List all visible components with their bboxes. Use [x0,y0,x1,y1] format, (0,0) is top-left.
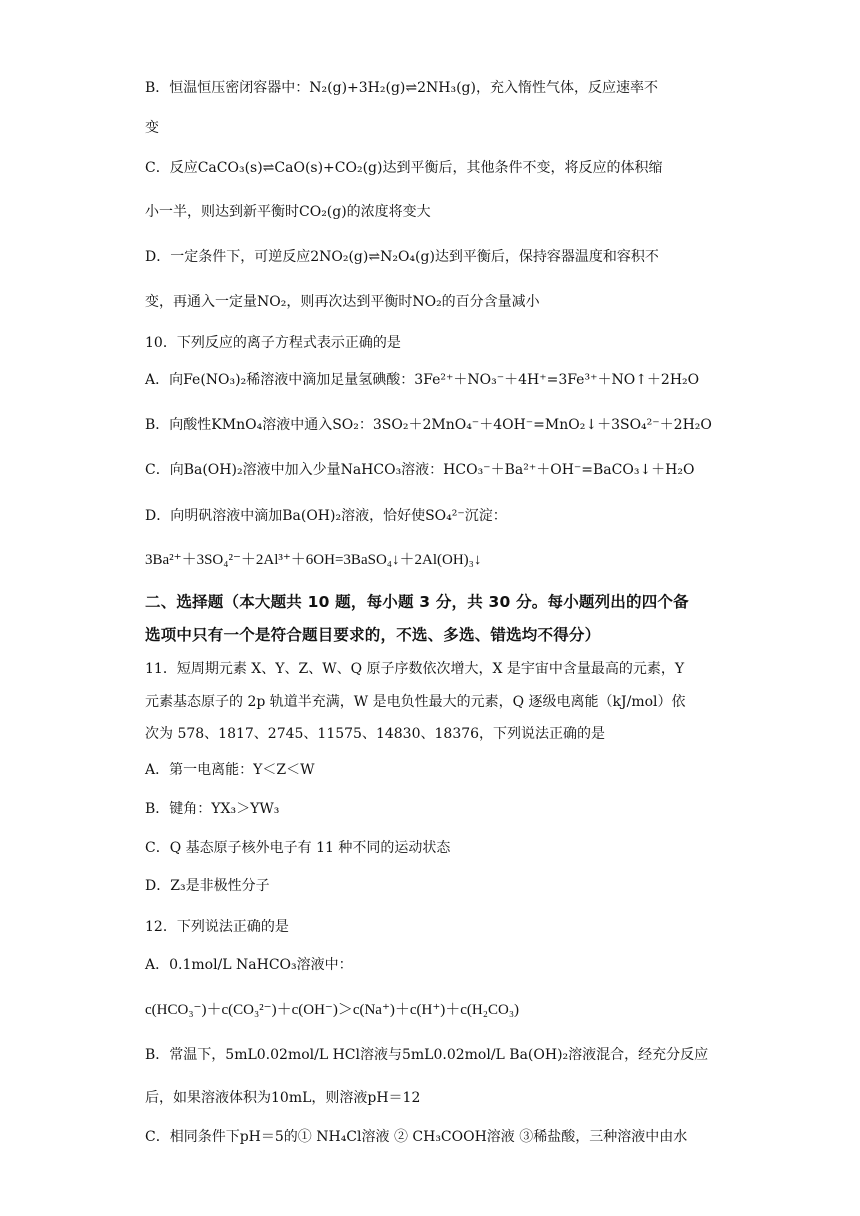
option-9c-line-2: 小一半，则达到新平衡时CO₂(g)的浓度将变大 [145,204,431,220]
question-11-stem-line-2: 元素基态原子的 2p 轨道半充满，W 是电负性最大的元素，Q 逐级电离能（kJ/mol）依 [145,694,686,710]
section-2-heading-line-1: 二、选择题（本大题共 10 题，每小题 3 分，共 30 分。每小题列出的四个备 [145,593,689,611]
option-9b-line-2: 变 [145,120,159,136]
option-12a-inequality: c(HCO₃⁻)＋c(CO₃²⁻)＋c(OH⁻)＞c(Na⁺)＋c(H⁺)＋c(H₂CO₃) [145,1002,520,1018]
option-11a: A．第一电离能：Y＜Z＜W [145,762,315,778]
option-11c: C．Q 基态原子核外电子有 11 种不同的运动状态 [145,840,451,856]
option-10a: A．向Fe(NO₃)₂稀溶液中滴加足量氢碘酸：3Fe²⁺＋NO₃⁻＋4H⁺=3Fe³⁺＋NO↑＋2H₂O [145,372,700,388]
option-10c: C．向Ba(OH)₂溶液中加入少量NaHCO₃溶液：HCO₃⁻＋Ba²⁺＋OH⁻=BaCO₃↓＋H₂O [145,462,695,478]
option-10d-line-1: D．向明矾溶液中滴加Ba(OH)₂溶液，恰好使SO₄²⁻沉淀： [145,508,507,524]
option-12a-line-1: A．0.1mol/L NaHCO₃溶液中： [145,957,353,973]
question-12-stem: 12．下列说法正确的是 [145,919,289,935]
option-12b-line-1: B．常温下，5mL0.02mol/L HCl溶液与5mL0.02mol/L Ba(OH)₂溶液混合，经充分反应 [145,1047,709,1063]
option-9b-line-1: B．恒温恒压密闭容器中：N₂(g)+3H₂(g)⇌2NH₃(g)，充入惰性气体，反应速率不 [145,80,658,96]
option-12c-line-1: C．相同条件下pH＝5的① NH₄Cl溶液 ② CH₃COOH溶液 ③稀盐酸，三种溶液中由水 [145,1129,688,1145]
question-10-stem: 10．下列反应的离子方程式表示正确的是 [145,335,401,351]
option-11d: D．Z₃是非极性分子 [145,878,270,894]
option-9c-line-1: C．反应CaCO₃(s)⇌CaO(s)+CO₂(g)达到平衡后，其他条件不变，将反应的体积缩 [145,160,663,176]
question-11-stem-line-3: 次为 578、1817、2745、11575、14830、18376，下列说法正确的是 [145,726,606,742]
option-11b: B．键角：YX₃＞YW₃ [145,801,280,817]
section-2-heading-line-2: 选项中只有一个是符合题目要求的，不选、多选、错选均不得分） [145,626,601,644]
option-10d-equation: 3Ba²⁺＋3SO₄²⁻＋2Al³⁺＋6OH=3BaSO₄↓＋2Al(OH)₃↓ [145,552,482,568]
question-11-stem-line-1: 11．短周期元素 X、Y、Z、W、Q 原子序数依次增大，X 是宇宙中含量最高的元素，Y [145,661,685,677]
option-12b-line-2: 后，如果溶液体积为10mL，则溶液pH＝12 [145,1090,421,1106]
option-9d-line-1: D．一定条件下，可逆反应2NO₂(g)⇌N₂O₄(g)达到平衡后，保持容器温度和容积不 [145,249,659,265]
option-9d-line-2: 变，再通入一定量NO₂，则再次达到平衡时NO₂的百分含量减小 [145,294,540,310]
option-10b: B．向酸性KMnO₄溶液中通入SO₂：3SO₂＋2MnO₄⁻＋4OH⁻=MnO₂↓＋3SO₄²⁻＋2H₂O [145,417,712,433]
